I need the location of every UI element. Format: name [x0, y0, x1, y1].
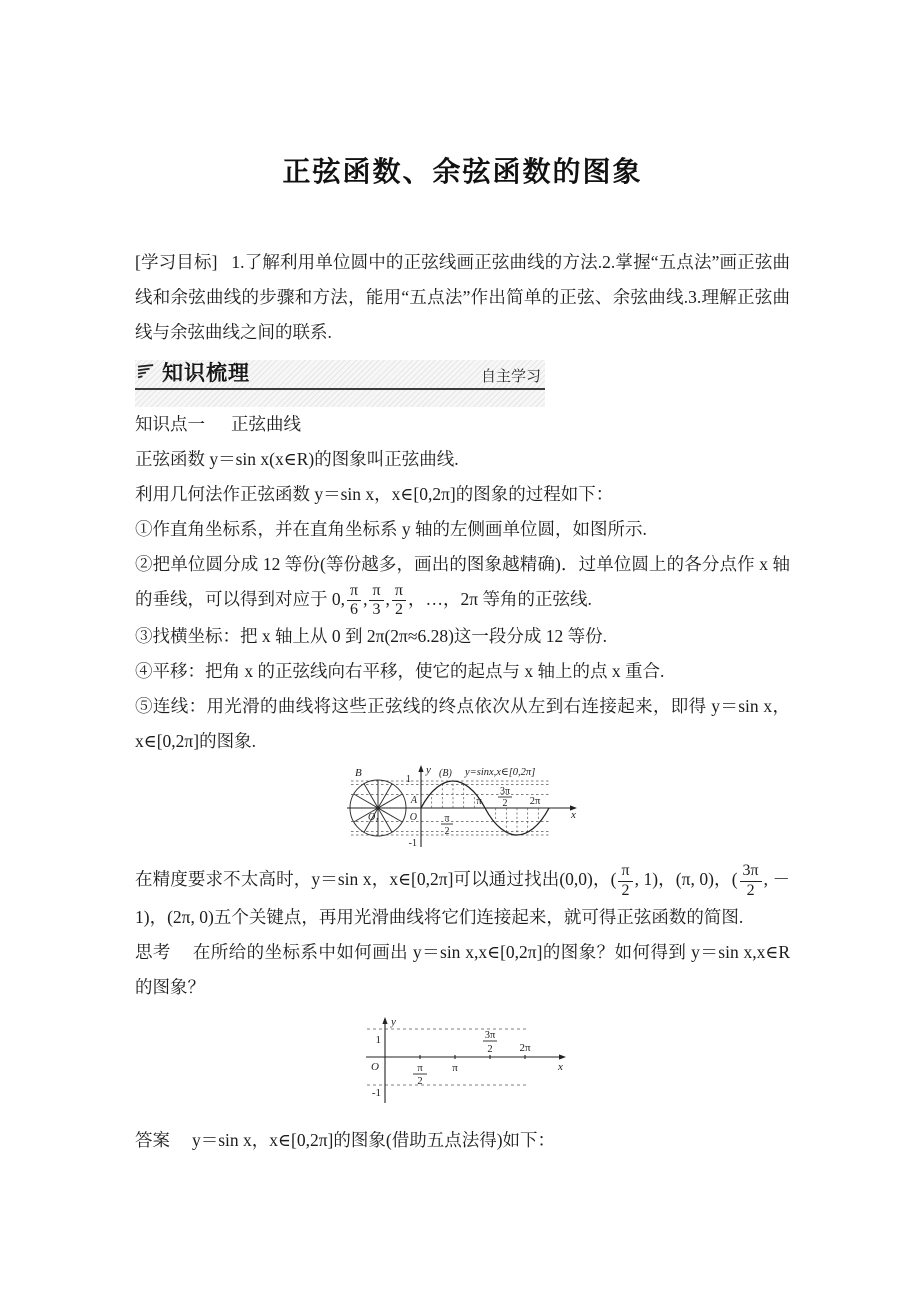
section-band-shade [135, 390, 545, 407]
figure-unit-circle-sine [135, 763, 790, 856]
label-two-pi: 2π [519, 1041, 531, 1054]
answer-label: 答案 [135, 1129, 170, 1150]
section-title: 知识梳理 [162, 362, 250, 385]
kp-step-1: ①作直角坐标系，并在直角坐标系 y 轴的左侧画单位圆，如图所示. [135, 519, 647, 539]
section-subtitle: 自主学习 [480, 368, 541, 385]
label-x-axis: x [558, 1060, 563, 1073]
page-title: 正弦函数、余弦函数的图象 [282, 157, 643, 188]
objectives-label: [学习目标] [135, 252, 218, 272]
svg-text:2: 2 [417, 1075, 423, 1087]
label-y-axis: y [391, 1015, 396, 1028]
label-one: 1 [405, 774, 411, 786]
kp-step-2-text-b: ，…，2π 等角的正弦线. [407, 589, 592, 609]
kp-step-2-sep-2: , [385, 589, 390, 609]
label-B: B [354, 767, 362, 780]
label-O1-center: $O_1$ [367, 812, 378, 825]
svg-text:2: 2 [502, 798, 507, 810]
learning-objectives [135, 245, 790, 350]
fraction-pi-2: $\frac{\pi}{2}$ [392, 583, 406, 620]
label-O-origin: O [409, 812, 417, 824]
knowledge-point-title: 正弦曲线 [231, 414, 301, 434]
empty-axes-figure [360, 1013, 590, 1108]
label-O-origin: O [371, 1060, 379, 1073]
pennant-flag-icon [137, 364, 155, 380]
kp-intro-1: 正弦函数 y＝sin x(x∈R)的图象叫正弦曲线. [135, 449, 459, 469]
label-frac-pi-2 [441, 813, 453, 837]
kp-intro-2: 利用几何法作正弦函数 y＝sin x，x∈[0,2π]的图象的过程如下： [135, 484, 614, 504]
svg-text:3π: 3π [484, 1029, 496, 1041]
kp-step-3: ③找横坐标：把 x 轴上从 0 到 2π(2π≈6.28)这一段分成 12 等份. [135, 626, 608, 647]
key-points-text-c: , －1)，(2π, 0)五个关键点，再用光滑曲线将它们连接起来，就可得正弦函数的简图. [135, 869, 790, 927]
think-text: 在所给的坐标系中如何画出 y＝sin x,x∈[0,2π]的图象？如何得到 y＝sin x,x∈R 的图象？ [135, 941, 790, 997]
label-pi: π [452, 1061, 458, 1074]
unit-circle-sine-figure [343, 763, 583, 851]
label-A: A [410, 795, 417, 807]
answer-text: y＝sin x，x∈[0,2π]的图象(借助五点法得)如下： [192, 1129, 556, 1150]
label-y-axis: y [425, 764, 431, 777]
label-B-paren: (B) [438, 768, 452, 780]
y-axis-arrow [418, 765, 423, 772]
fraction-key-3pi-2: $\frac{3\pi}{2}$ [740, 863, 762, 900]
svg-text:3π: 3π [499, 786, 510, 798]
kp-step-2-sep-1: , [363, 589, 368, 609]
key-points-paragraph [135, 862, 790, 934]
svg-text:π: π [417, 1062, 423, 1074]
label-minus-one: -1 [371, 1086, 381, 1099]
key-points-text-b: , 1)，(π, 0)，( [634, 869, 738, 890]
label-two-pi: 2π [529, 796, 540, 808]
svg-text:2: 2 [444, 826, 449, 838]
kp-step-2 [135, 547, 790, 619]
kp-step-5: ⑤连线：用光滑的曲线将这些正弦线的终点依次从左到右连接起来，即得 y＝sin x，x∈[0,2π]的图象. [135, 696, 790, 752]
figure-empty-axes [175, 1013, 790, 1113]
svg-text:2: 2 [487, 1043, 493, 1055]
fraction-pi-3: $\frac{\pi}{3}$ [369, 583, 383, 620]
label-one: 1 [375, 1033, 381, 1046]
curve-equation-label: y=sinx,x∈[0,2π] [464, 767, 535, 779]
objectives-text: 1.了解利用单位圆中的正弦线画正弦曲线的方法.2.掌握“五点法”画正弦曲线和余弦曲线的步骤和方法，能用“五点法”作出简单的正弦、余弦曲线.3.理解正弦曲线与余弦曲线之间的联系. [135, 252, 790, 342]
think-paragraph [135, 935, 790, 1005]
knowledge-point-heading [135, 407, 790, 442]
key-points-text-a: 在精度要求不太高时，y＝sin x，x∈[0,2π]可以通过找出(0,0)，( [135, 869, 617, 890]
fraction-pi-6: $\frac{\pi}{6}$ [347, 583, 361, 620]
y-axis-arrow [382, 1017, 387, 1024]
label-frac-3pi-2 [483, 1030, 497, 1055]
label-x-axis: x [570, 809, 576, 822]
label-frac-pi-2 [413, 1063, 427, 1087]
label-pi: π [475, 796, 482, 808]
svg-text:π: π [443, 813, 450, 825]
kp-step-2-text-a: ②把单位圆分成 12 等份(等份越多，画出的图象越精确)．过单位圆上的各分点作 x 轴的垂线，可以得到对应于 0, [135, 554, 790, 609]
x-axis-arrow [559, 1054, 566, 1059]
think-label: 思考 [135, 941, 171, 962]
axes [347, 769, 573, 850]
label-minus-one: -1 [408, 838, 417, 850]
label-frac-3pi-2 [498, 786, 512, 809]
fraction-key-pi-2: $\frac{\pi}{2}$ [618, 863, 632, 900]
section-header-row [135, 360, 545, 390]
section-header-band [135, 360, 545, 407]
axes [366, 1021, 562, 1103]
kp-step-4: ④平移：把角 x 的正弦线向右平移，使它的起点与 x 轴上的点 x 重合. [135, 661, 665, 682]
knowledge-point-label: 知识点一 [135, 414, 205, 434]
answer-paragraph [135, 1123, 790, 1158]
